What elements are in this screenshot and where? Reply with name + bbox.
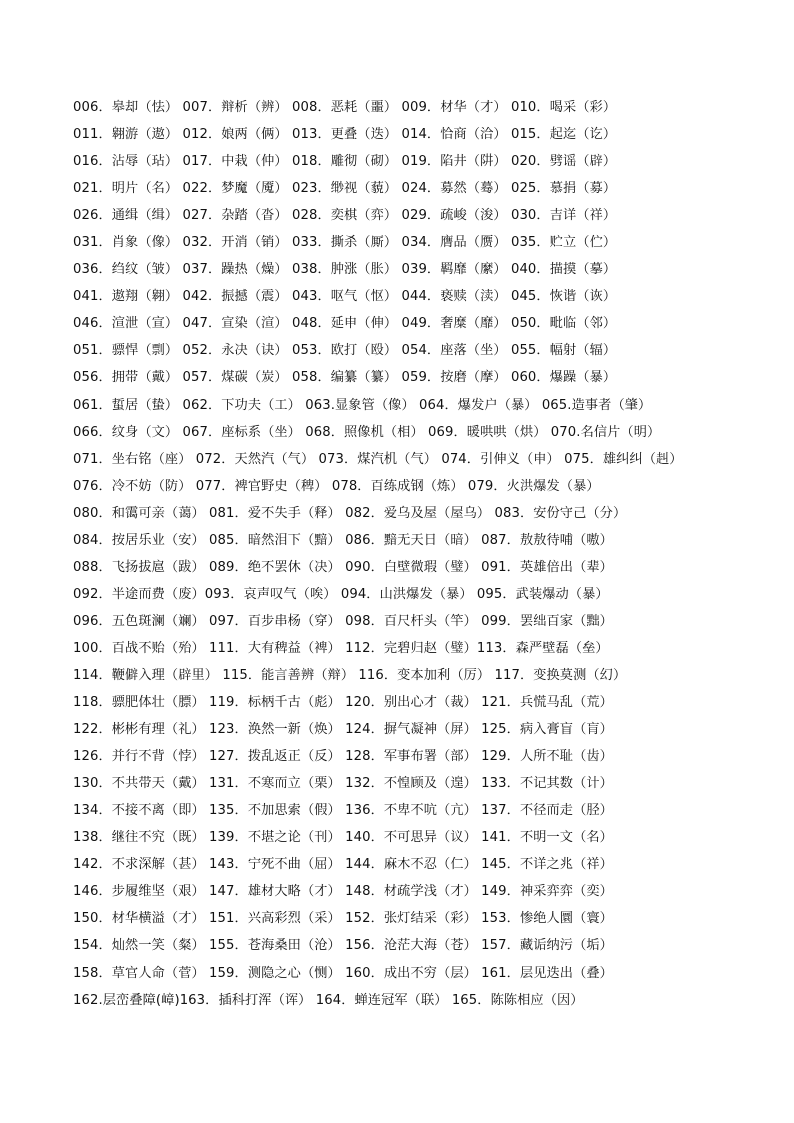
list-line: 084．按居乐业（安） 085．暗然泪下（黯） 086．黯无天日（暗） 087．敖敖待哺（嗷） xyxy=(73,532,613,548)
list-line: 011．翱游（遨） 012．娘两（俩） 013．更叠（迭） 014．恰商（洽） 015．起迄（讫） xyxy=(73,127,617,143)
list-line: 051．骠悍（剽） 052．永决（诀） 053．欧打（殴） 054．座落（坐） 055．幅射（辐） xyxy=(73,343,617,359)
list-line: 076．冷不妨（防） 077．裨官野史（稗） 078．百练成钢（炼） 079．火洪爆发（暴） xyxy=(73,478,600,494)
list-line: 046．渲泄（宣） 047．宣染（渲） 048．延申（伸） 049．奢糜（靡） 050．毗临（邻） xyxy=(73,316,617,332)
list-line: 146．步履维坚（艰） 147．雄材大略（才） 148．材疏学浅（才） 149．神采弈弈（奕） xyxy=(73,884,613,900)
list-line: 016．沾辱（玷） 017．中栽（仲） 018．雕彻（砌） 019．陷井（阱） 020．劈谣（辟） xyxy=(73,154,617,170)
list-line: 071．坐右铭（座） 072．天然汽（气） 073．煤汽机（气） 074．引伸义（申） 075．雄纠纠（赳） xyxy=(73,451,683,467)
list-line: 158．草官人命（菅） 159．测隐之心（恻） 160．成出不穷（层） 161．层见迭出（叠） xyxy=(73,965,613,981)
list-line: 126．并行不背（悖） 127．拨乱返正（反） 128．军事布署（部） 129．人所不耻（齿） xyxy=(73,749,613,765)
list-line: 142．不求深解（甚） 143．宁死不曲（屈） 144．麻木不忍（仁） 145．不详之兆（祥） xyxy=(73,857,613,873)
list-line: 130．不共带天（戴） 131．不寒而立（栗） 132．不惶顾及（遑） 133．不记其数（计） xyxy=(73,776,613,792)
typo-correction-list xyxy=(73,94,773,1014)
list-line: 114．鞭僻入理（辟里） 115．能言善辨（辩） 116．变本加利（厉） 117．变换莫测（幻） xyxy=(73,667,627,683)
list-line: 080．和霭可亲（蔼） 081．爱不失手（释） 082．爱乌及屋（屋乌） 083．安份守己（分） xyxy=(73,505,627,521)
list-line: 021．明片（名） 022．梦魔（魇） 023．缈视（藐） 024．募然（蓦） 025．慕捐（募） xyxy=(73,181,617,197)
list-line: 100．百战不贻（殆） 111．大有稗益（裨） 112．完碧归赵（璧）113．森严壁磊（垒） xyxy=(73,640,609,656)
list-line: 134．不接不离（即） 135．不加思索（假） 136．不卑不吭（亢） 137．不径而走（胫） xyxy=(73,803,613,819)
list-line: 061．蜇居（蛰） 062．下功夫（工） 063.显象管（像） 064．爆发户（暴） 065.造事者（肇） xyxy=(73,397,652,413)
list-line: 088．飞扬拔扈（跋） 089．绝不罢休（决） 090．白壁微瑕（璧） 091．英雄倍出（辈） xyxy=(73,559,613,575)
list-line: 041．遨翔（翱） 042．振撼（震） 043．呕气（怄） 044．亵赎（渎） 045．恢谐（诙） xyxy=(73,289,617,305)
list-line: 154．灿然一笑（粲） 155．苍海桑田（沧） 156．沧茫大海（苍） 157．藏诟纳污（垢） xyxy=(73,938,613,954)
list-line: 056．拥带（戴） 057．煤碳（炭） 058．编纂（纂） 059．按磨（摩） 060．爆躁（暴） xyxy=(73,370,617,386)
list-line: 096．五色斑澜（斓） 097．百步串杨（穿） 098．百尺杆头（竿） 099．罢绌百家（黜） xyxy=(73,613,613,629)
list-line: 092．半途而费（废）093．哀声叹气（唉） 094．山洪爆发（暴） 095．武装爆动（暴） xyxy=(73,586,609,602)
list-line: 150．材华横溢（才） 151．兴高彩烈（采） 152．张灯结采（彩） 153．惨绝人圜（寰） xyxy=(73,911,613,927)
list-line: 118．骠肥体壮（膘） 119．标柄千古（彪） 120．别出心才（裁） 121．兵慌马乱（荒） xyxy=(73,695,613,711)
list-line: 026．通缉（缉） 027．杂踏（沓） 028．奕棋（弈） 029．疏峻（浚） 030．吉详（祥） xyxy=(73,208,617,224)
list-line: 162.层峦叠障(嶂)163．插科打浑（诨） 164．蝉连冠军（联） 165．陈陈相应（因） xyxy=(73,992,584,1008)
list-line: 036．绉纹（皱） 037．躁热（燥） 038．肿涨（胀） 039．羁靡（縻） 040．描摸（摹） xyxy=(73,262,617,278)
list-line: 031．肖象（像） 032．开消（销） 033．撕杀（厮） 034．膺品（赝） 035．贮立（伫） xyxy=(73,235,617,251)
list-line: 138．继往不究（既） 139．不堪之论（刊） 140．不可思异（议） 141．不明一文（名） xyxy=(73,830,613,846)
list-line: 006．皋却（怯） 007．辩析（辨） 008．恶耗（噩） 009．材华（才） 010．喝采（彩） xyxy=(73,100,617,115)
list-line: 122．彬彬有理（礼） 123．涣然一新（焕） 124．摒气凝神（屏） 125．病入膏盲（肓） xyxy=(73,722,613,738)
list-line: 066．纹身（文） 067．座标系（坐） 068．照像机（相） 069．暖哄哄（烘） 070.名信片（明） xyxy=(73,424,661,440)
